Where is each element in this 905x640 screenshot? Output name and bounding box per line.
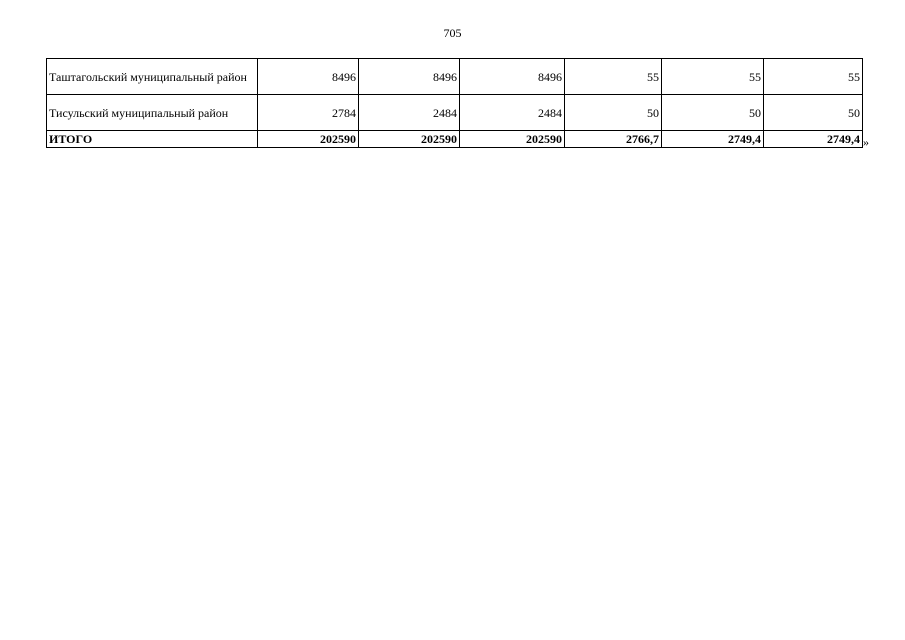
total-row	[47, 131, 863, 148]
value-cell: 8496	[258, 59, 359, 95]
table-row	[47, 95, 863, 131]
row-name-cell: Тисульский муниципальный район	[47, 95, 258, 131]
total-value-cell: 2766,7	[565, 131, 662, 148]
value-cell: 50	[662, 95, 764, 131]
data-table	[46, 58, 863, 148]
value-cell: 2784	[258, 95, 359, 131]
value-cell: 2484	[359, 95, 460, 131]
total-value-cell: 202590	[460, 131, 565, 148]
value-cell: 50	[565, 95, 662, 131]
value-cell: 8496	[359, 59, 460, 95]
table-row	[47, 59, 863, 95]
total-value-cell: 202590	[359, 131, 460, 148]
closing-quote-mark: »	[863, 135, 869, 149]
value-cell: 55	[662, 59, 764, 95]
total-label-cell: ИТОГО	[47, 131, 258, 148]
total-value-cell: 2749,4	[662, 131, 764, 148]
page-number: 705	[443, 26, 462, 40]
row-name-cell: Таштагольский муниципальный район	[47, 59, 258, 95]
total-value-cell: 2749,4	[764, 131, 863, 148]
value-cell: 2484	[460, 95, 565, 131]
value-cell: 55	[764, 59, 863, 95]
value-cell: 50	[764, 95, 863, 131]
value-cell: 8496	[460, 59, 565, 95]
total-value-cell: 202590	[258, 131, 359, 148]
value-cell: 55	[565, 59, 662, 95]
